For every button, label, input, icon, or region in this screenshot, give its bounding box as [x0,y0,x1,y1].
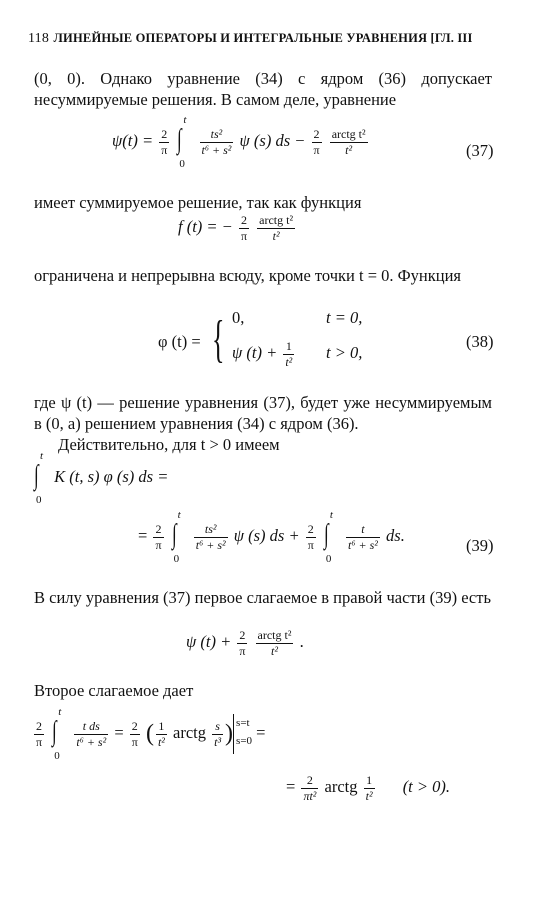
case-1: 0, [232,308,245,327]
paragraph-4: где ψ (t) — решение уравнения (37), будет уже несуммируемым в (0, a) решением уравнения (34) с ядром (36). [34,393,492,433]
curly-brace: { [212,311,225,368]
case-1-condition: t = 0, [326,308,363,327]
equation-number-39: (39) [466,536,494,555]
paragraph-2: имеет суммируемое решение, так как функция [34,193,362,212]
paragraph-7: Второе слагаемое дает [34,681,194,700]
paragraph-5: Действительно, для t > 0 имеем [58,435,280,454]
page-number: 118 [28,31,50,46]
equation-38-lhs: φ (t) = [158,332,201,351]
paragraph-1: (0, 0). Однако уравнение (34) с ядром (36) допускает несуммируемые решения. В самом деле, уравнение [34,69,492,109]
equation-second-term-line-2: = $\frac{2}{\text{πt²}}$ arctg $\frac{1}{\text{t²}}$ (t > 0). [286,773,451,803]
running-title: ЛИНЕЙНЫЕ ОПЕРАТОРЫ И ИНТЕГРАЛЬНЫЕ УРАВНЕНИЯ [ГЛ. III [53,31,473,45]
paragraph-6: В силу уравнения (37) первое слагаемое в правой части (39) есть [34,588,491,607]
case-2: ψ (t) + $\frac{1}{\text{t²}}$ [232,339,293,369]
equation-37: ψ(t) = $\frac{2}{\pi}$ ∫ t 0 $\frac{\text{ts²}}{\text{t⁶ + s²}}$ ψ (s) ds − $\frac{2}{\pi}$ $\frac{\text{arctg t²}}{\text{t²}}$ [112,114,366,170]
case-2-condition: t > 0, [326,343,363,362]
equation-39-line-1: ∫ t 0 K (t, s) φ (s) ds = [34,450,169,506]
running-header [28,30,538,47]
equation-number-37: (37) [466,141,494,160]
equation-number-38: (38) [466,332,494,351]
integral-sign: ∫ t 0 [177,114,187,170]
equation-39-line-2: = $\frac{2}{\pi}$ ∫ t 0 $\frac{\text{ts²}}{\text{t⁶ + s²}}$ ψ (s) ds + $\frac{2}{\pi}$ ∫ t 0 $\frac{t}{\text{t⁶ + s²}}$ ds. [138,509,405,565]
equation-second-term-line-1: $\frac{2}{\pi}$ ∫ t 0 $\frac{\text{t ds}}{\text{t⁶ + s²}}$ = $\frac{2}{\pi}$ ( $\frac{1}{\text{t²}}$ arctg $\frac{s}{\text{t³}}$ ) s=t s=0 = [36,706,266,762]
paragraph-3: ограничена и непрерывна всюду, кроме точки t = 0. Функция [34,266,462,285]
equation-f: f (t) = − $\frac{2}{\pi}$ $\frac{\text{arctg t²}}{\text{t²}}$ [178,213,294,243]
equation-first-term: ψ (t) + $\frac{2}{\pi}$ $\frac{\text{arctg t²}}{\text{t²}}$ . [186,628,304,658]
